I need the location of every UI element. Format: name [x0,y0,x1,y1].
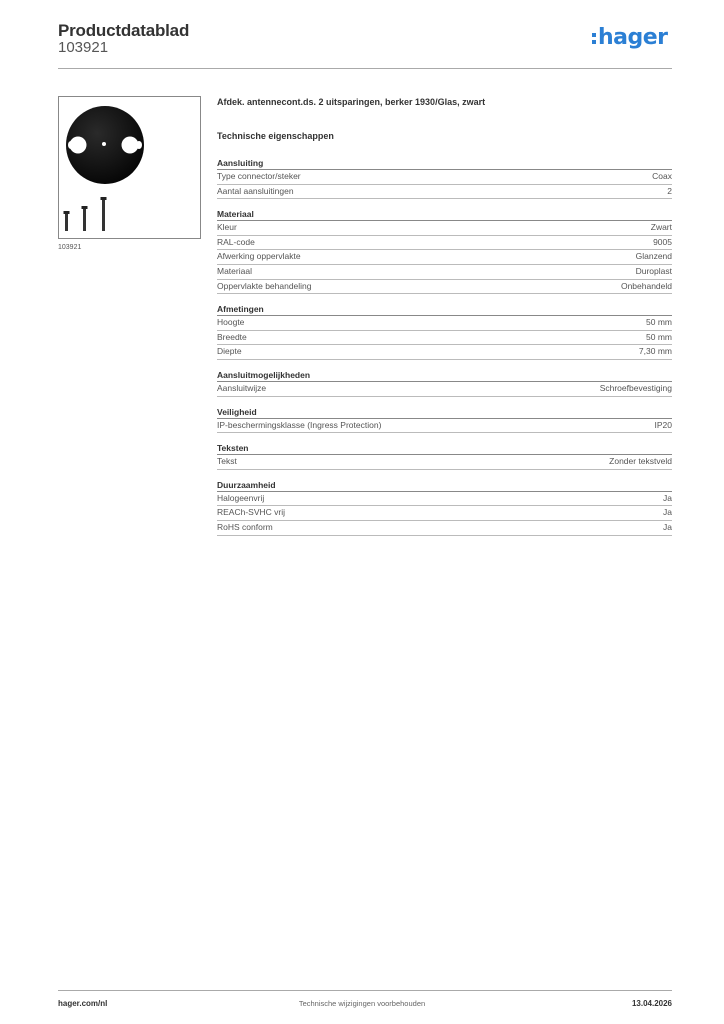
spec-groups [217,157,672,536]
screw-medium [82,206,88,231]
header-divider [58,68,672,69]
spec-group-title: Teksten [217,442,672,455]
spec-group-title: Duurzaamheid [217,479,672,492]
spec-label: Kleur [217,222,237,233]
spec-content [217,96,672,536]
spec-row [217,170,672,185]
spec-value: 50 mm [646,331,672,342]
spec-label: IP-beschermingsklasse (Ingress Protection) [217,419,382,430]
spec-label: Halogeenvrij [217,492,265,503]
spec-label: Breedte [217,331,247,342]
spec-heading: Technische eigenschappen [217,131,334,141]
spec-label: Afwerking oppervlakte [217,251,301,262]
spec-value: Ja [663,507,672,518]
spec-value: Zwart [650,222,672,233]
spec-row [217,345,672,360]
spec-row [217,382,672,397]
footer-disclaimer: Technische wijzigingen voorbehouden [298,999,426,1008]
spec-label: REACh-SVHC vrij [217,507,286,518]
spec-value: IP20 [654,419,672,430]
spec-group-title: Aansluitmogelijkheden [217,369,672,382]
spec-group-title: Materiaal [217,208,672,221]
product-description: Afdek. antennecont.ds. 2 uitsparingen, berker 1930/Glas, zwart [217,97,486,107]
spec-row [217,455,672,470]
spec-value: Ja [663,521,672,532]
spec-value: Onbehandeld [620,280,672,291]
spec-value: 2 [667,185,672,196]
screw-long [101,197,107,231]
product-image [58,96,201,239]
spec-row [217,492,672,507]
antenna-cover-plate-icon [59,97,200,238]
spec-value: Glanzend [635,251,672,262]
spec-group-title: Veiligheid [217,406,672,419]
spec-row [217,331,672,346]
spec-row [217,236,672,251]
spec-row [217,506,672,521]
screw-short [64,211,70,231]
spec-row [217,221,672,236]
footer-divider [58,990,672,991]
image-caption: 103921 [58,244,82,251]
spec-label: Materiaal [217,265,252,276]
spec-value: Coax [652,171,672,181]
footer-website: hager.com/nl [58,999,108,1008]
spec-row [217,316,672,331]
spec-row [217,265,672,280]
spec-label: RoHS conform [217,521,273,532]
logo-text: hager [598,25,668,50]
spec-value: Ja [663,492,672,503]
product-number: 103921 [58,39,109,56]
spec-label: Aantal aansluitingen [217,185,294,196]
spec-label: Type connector/steker [217,171,301,181]
spec-label: Oppervlakte behandeling [217,280,312,291]
hager-logo [592,27,668,49]
spec-value: Duroplast [635,265,672,276]
spec-label: Diepte [217,346,242,357]
spec-row [217,280,672,295]
spec-value: Zonder tekstveld [609,456,672,467]
spec-group-title: Aansluiting [217,157,672,170]
spec-group-title: Afmetingen [217,303,672,316]
spec-row [217,419,672,434]
spec-row [217,521,672,536]
spec-label: RAL-code [217,236,255,247]
spec-value: 9005 [653,236,672,247]
spec-label: Hoogte [217,317,245,328]
spec-label: Aansluitwijze [217,382,267,393]
spec-value: 7,30 mm [638,346,672,357]
logo-dots-icon [592,33,596,44]
spec-row [217,185,672,200]
page-title: Productdatablad [58,21,190,40]
spec-value: 50 mm [646,317,672,328]
footer-date: 13.04.2026 [631,999,672,1008]
spec-value: Schroefbevestiging [599,382,672,393]
spec-row [217,250,672,265]
spec-label: Tekst [217,456,237,467]
